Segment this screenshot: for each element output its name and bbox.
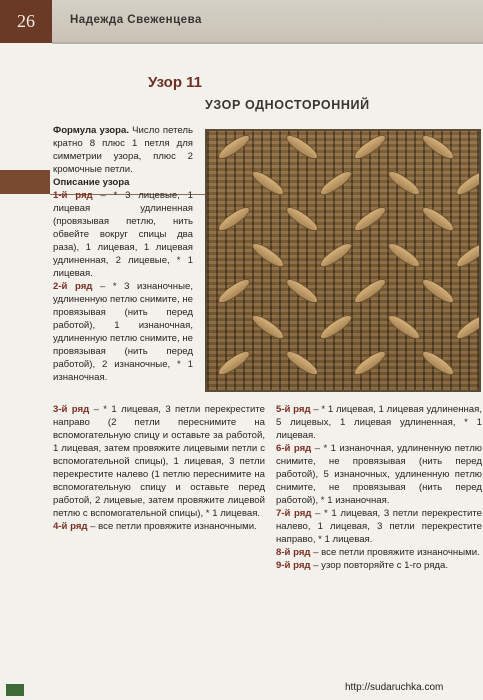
knit-stitch-motif bbox=[317, 167, 355, 199]
row-paragraph: 7-й ряд – * 1 лицевая, 3 петли перекрестите налево, 1 лицевая, 3 петли перекрестите направо, * 1 лицевая. bbox=[276, 508, 482, 545]
knit-stitch-motif bbox=[419, 347, 457, 379]
knit-stitch-motif bbox=[249, 311, 287, 343]
knit-stitch-motif bbox=[283, 275, 321, 307]
row-paragraph: 3-й ряд – * 1 лицевая, 3 петли перекрестите направо (2 петли переснимите на вспомогательную спицу и оставьте за работой, 1 лицевая, затем провяжите лицевыми петли с вспомогательной спицы), 1 лицевая, 3 петли перекрестите налево (1 петлю переснимите на вспомогательную спицу и оставьте перед работой, 2 лицевые, затем провяжите лицевой петлю с вспомогательной спицы), * 1 лицевая. bbox=[53, 404, 265, 519]
knit-stitch-motif bbox=[283, 131, 321, 163]
description-heading: Описание узора bbox=[53, 177, 130, 188]
formula-text: Число петель кратно 8 плюс 1 петля для симметрии узора, плюс 2 кромочные петли. bbox=[53, 125, 193, 175]
row-paragraph: 6-й ряд – * 1 изнаночная, удлиненную петлю снимите, не провязывая (нить перед работой), 5 изнаночных, удлиненную петлю снимите, не провязывая (нить перед работой), * 1 изнаночная. bbox=[276, 443, 482, 506]
knit-stitch-motif bbox=[317, 311, 355, 343]
side-accent-bar bbox=[0, 170, 50, 194]
formula-label: Формула узора. bbox=[53, 125, 129, 136]
knit-stitch-motif bbox=[215, 275, 253, 307]
pattern-number: Узор 11 bbox=[148, 74, 203, 91]
row-paragraph: 9-й ряд – узор повторяйте с 1-го ряда. bbox=[276, 560, 449, 571]
knit-stitch-motif bbox=[215, 347, 253, 379]
knit-stitch-motif bbox=[385, 311, 423, 343]
knit-stitch-motif bbox=[283, 203, 321, 235]
row-paragraph: 8-й ряд – все петли провяжите изнаночными. bbox=[276, 547, 480, 558]
knit-stitch-motif bbox=[351, 203, 389, 235]
row-paragraph: 2-й ряд – * 3 изнаночные, удлиненную петлю снимите, не провязывая (нить перед работой), 1 изнаночная, удлиненную петлю снимите, не провязывая (нить перед работой), 2 изнаночные, * 1 изнаночная. bbox=[53, 281, 194, 383]
footer-logo-icon bbox=[6, 684, 24, 696]
row-paragraph: 1-й ряд – * 3 лицевые, 1 лицевая удлиненная (провязывая петлю, нить обвейте вокруг спицы два раза), 1 лицевая, 1 лицевая удлиненная, 2 лицевые, * 1 лицевая. bbox=[53, 190, 193, 279]
row-paragraph: 4-й ряд – все петли провяжите изнаночными. bbox=[53, 521, 257, 532]
pattern-title: УЗОР ОДНОСТОРОННИЙ bbox=[205, 98, 370, 112]
footer-url[interactable]: http://sudaruchka.com bbox=[345, 682, 444, 693]
knit-stitch-motif bbox=[215, 203, 253, 235]
knit-stitch-motif bbox=[249, 167, 287, 199]
knit-stitch-motif bbox=[453, 311, 481, 343]
knit-stitch-motif bbox=[283, 347, 321, 379]
knit-stitch-motif bbox=[419, 203, 457, 235]
right-text-column bbox=[276, 403, 482, 572]
row-paragraph: 5-й ряд – * 1 лицевая, 1 лицевая удлиненная, 5 лицевых, 1 лицевая удлиненная, * 1 лицевая. bbox=[276, 404, 483, 441]
knit-stitch-motif bbox=[453, 167, 481, 199]
knit-stitch-motif bbox=[419, 131, 457, 163]
author-name: Надежда Свеженцева bbox=[70, 14, 202, 26]
knit-stitch-motif bbox=[351, 131, 389, 163]
knit-stitch-motif bbox=[385, 239, 423, 271]
header-divider bbox=[52, 42, 483, 44]
knit-stitch-motif bbox=[215, 131, 253, 163]
knit-pattern-photo bbox=[205, 129, 481, 392]
knit-stitch-motif bbox=[419, 275, 457, 307]
intro-column bbox=[53, 124, 193, 384]
knit-stitch-motif bbox=[249, 239, 287, 271]
knit-stitch-motif bbox=[453, 239, 481, 271]
knit-stitch-motif bbox=[385, 167, 423, 199]
left-text-column bbox=[53, 403, 265, 533]
knit-stitch-motif bbox=[351, 275, 389, 307]
page-number: 26 bbox=[0, 0, 52, 43]
knit-stitch-motif bbox=[317, 239, 355, 271]
knit-stitch-motif bbox=[351, 347, 389, 379]
